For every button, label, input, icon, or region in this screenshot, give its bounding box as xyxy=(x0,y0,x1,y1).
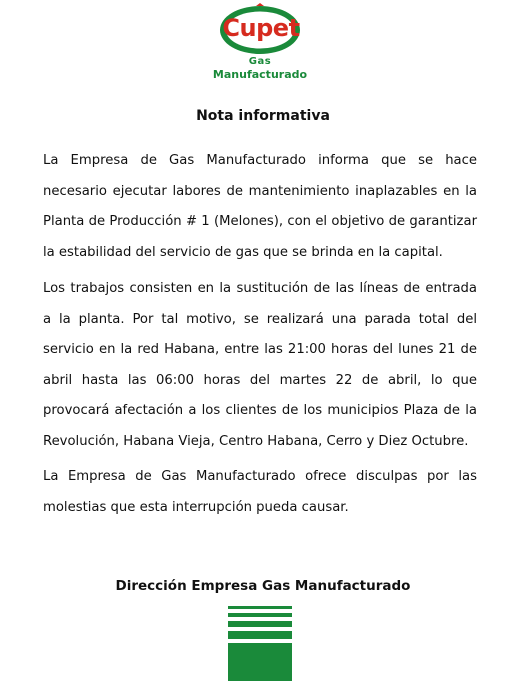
logo-line-gas: Gas xyxy=(248,56,272,67)
logo-line-manufacturado: Manufacturado xyxy=(212,68,308,81)
paragraph-intro: La Empresa de Gas Manufacturado informa que se hace necesario ejecutar labores de mantenimiento inaplazables en la Planta de Producción # 1 (Melones), con el objetivo de garantizar la estabilidad del servicio de gas que se brinda en la capital. xyxy=(43,153,477,260)
paragraph-details: Los trabajos consisten en la sustitución de las líneas de entrada a la planta. Por tal motivo, se realizará una parada total del servicio en la red Habana, entre las 21:00 horas del lunes 21 de abril hasta las 06:00 horas del martes 22 de abril, lo que provocará afectación a los clientes de los municipios Plaza de la Revolución, Habana Vieja, Centro Habana, Cerro y Diez Octubre. xyxy=(43,281,477,449)
green-stripes-emblem-icon xyxy=(228,606,292,681)
logo-brand: Cupet xyxy=(222,14,300,42)
signature: Dirección Empresa Gas Manufacturado xyxy=(115,578,411,594)
document-title: Nota informativa xyxy=(196,108,330,124)
paragraph-apology: La Empresa de Gas Manufacturado ofrece disculpas por las molestias que esta interrupción pueda causar. xyxy=(43,469,477,515)
cupet-logo xyxy=(214,3,306,83)
